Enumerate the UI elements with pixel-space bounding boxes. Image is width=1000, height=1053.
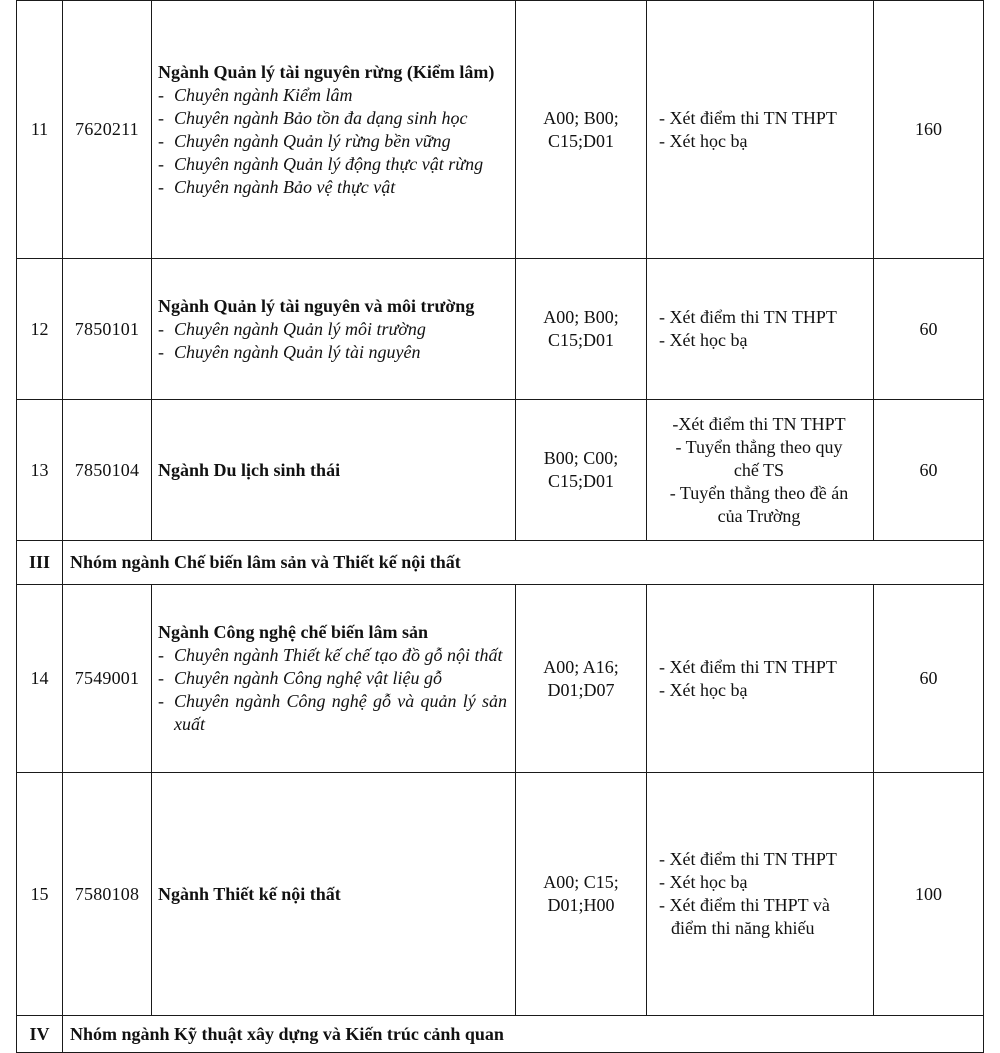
quota: 60 xyxy=(874,585,984,773)
specialization: - Chuyên ngành Quản lý rừng bền vững xyxy=(158,130,451,151)
major-name: Ngành Du lịch sinh thái xyxy=(158,459,341,480)
group-number: III xyxy=(17,541,63,585)
major-code: 7850101 xyxy=(63,259,152,400)
table-row xyxy=(17,1,984,259)
row-number: 14 xyxy=(17,585,63,773)
specialization: - Chuyên ngành Bảo tồn đa dạng sinh học xyxy=(158,107,468,128)
quota: 160 xyxy=(874,1,984,259)
specialization: - Chuyên ngành Kiểm lâm xyxy=(158,84,353,105)
subject-combinations: A00; A16; D01;D07 xyxy=(516,585,647,773)
specialization: - Chuyên ngành Quản lý động thực vật rừng xyxy=(158,153,484,174)
subject-combinations: A00; B00; C15;D01 xyxy=(516,1,647,259)
row-number: 12 xyxy=(17,259,63,400)
specialization: - Chuyên ngành Công nghệ gỗ và quản lý sản xuất xyxy=(158,691,507,734)
specialization: - Chuyên ngành Công nghệ vật liệu gỗ xyxy=(158,668,442,688)
major-cell xyxy=(152,400,516,541)
specialization: - Chuyên ngành Bảo vệ thực vật xyxy=(158,176,396,197)
admissions-table xyxy=(16,0,984,1053)
subject-combinations: A00; B00; C15;D01 xyxy=(516,259,647,400)
table-row xyxy=(17,773,984,1016)
row-number: 13 xyxy=(17,400,63,541)
major-name: Ngành Thiết kế nội thất xyxy=(158,883,341,904)
group-row xyxy=(17,541,984,585)
subject-combinations: A00; C15; D01;H00 xyxy=(516,773,647,1016)
group-title: Nhóm ngành Chế biến lâm sản và Thiết kế nội thất xyxy=(63,541,984,585)
major-code: 7580108 xyxy=(63,773,152,1016)
group-title: Nhóm ngành Kỹ thuật xây dựng và Kiến trúc cảnh quan xyxy=(63,1016,984,1053)
row-number: 11 xyxy=(17,1,63,259)
admission-methods: - Xét điểm thi TN THPT - Xét học bạ xyxy=(647,1,874,259)
specialization: - Chuyên ngành Thiết kế chế tạo đồ gỗ nội thất xyxy=(158,645,503,665)
quota: 60 xyxy=(874,259,984,400)
quota: 60 xyxy=(874,400,984,541)
major-name: Ngành Quản lý tài nguyên rừng (Kiểm lâm) xyxy=(158,61,495,82)
major-cell xyxy=(152,259,516,400)
major-name: Ngành Công nghệ chế biến lâm sản xyxy=(158,622,429,642)
group-row xyxy=(17,1016,984,1053)
admission-methods: - Xét điểm thi TN THPT - Xét học bạ - Xét điểm thi THPT và điểm thi năng khiếu xyxy=(647,773,874,1016)
quota: 100 xyxy=(874,773,984,1016)
specialization: - Chuyên ngành Quản lý tài nguyên xyxy=(158,341,421,362)
major-name: Ngành Quản lý tài nguyên và môi trường xyxy=(158,295,475,316)
table-row xyxy=(17,259,984,400)
major-code: 7549001 xyxy=(63,585,152,773)
group-number: IV xyxy=(17,1016,63,1053)
table-row xyxy=(17,585,984,773)
admission-methods: - Xét điểm thi TN THPT - Xét học bạ xyxy=(647,259,874,400)
major-cell xyxy=(152,773,516,1016)
row-number: 15 xyxy=(17,773,63,1016)
major-cell xyxy=(152,585,516,773)
admission-methods: -Xét điểm thi TN THPT - Tuyển thẳng theo quy chế TS - Tuyển thẳng theo đề án của Trường xyxy=(647,400,874,541)
subject-combinations: B00; C00; C15;D01 xyxy=(516,400,647,541)
major-code: 7620211 xyxy=(63,1,152,259)
major-code: 7850104 xyxy=(63,400,152,541)
major-cell xyxy=(152,1,516,259)
table-row xyxy=(17,400,984,541)
admission-methods: - Xét điểm thi TN THPT - Xét học bạ xyxy=(647,585,874,773)
specialization: - Chuyên ngành Quản lý môi trường xyxy=(158,318,426,339)
